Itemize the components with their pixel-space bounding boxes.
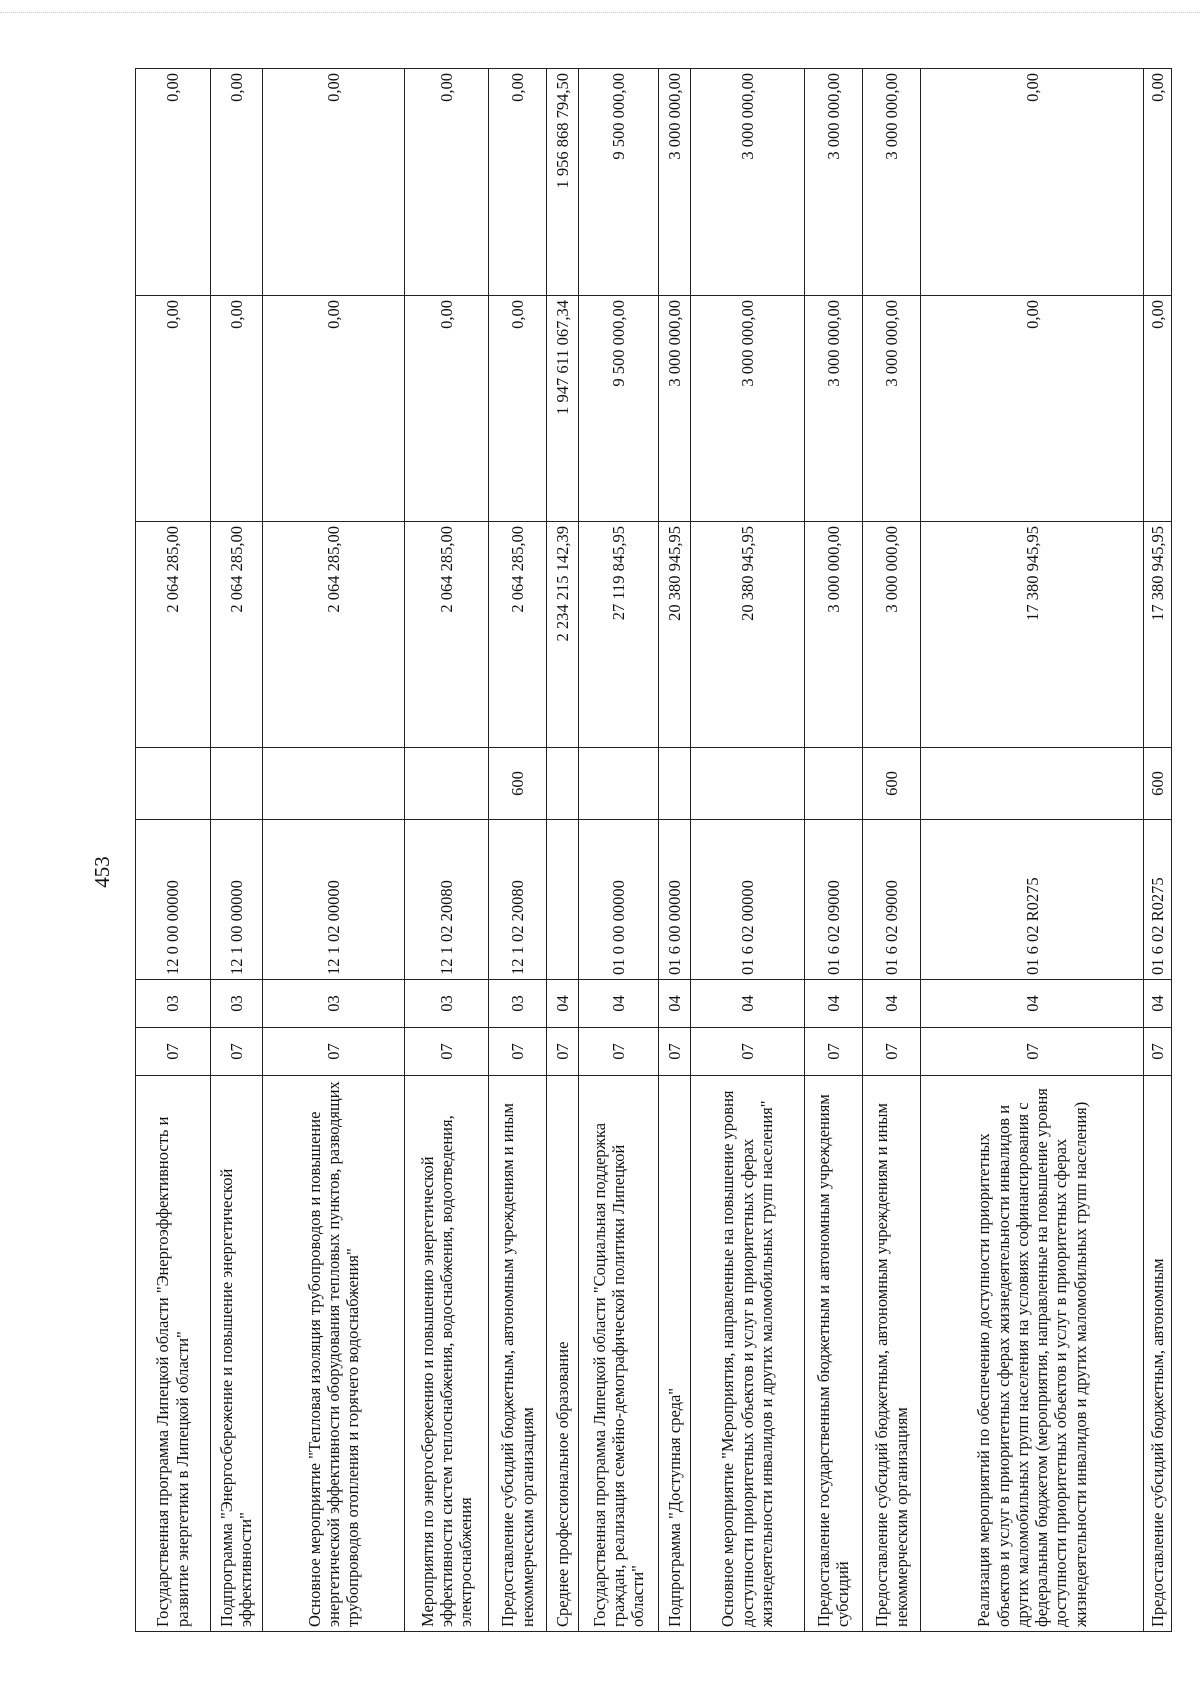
row-amount-1: 2 064 285,00 xyxy=(210,522,262,748)
row-target-article: 01 6 02 00000 xyxy=(690,820,804,980)
row-expense-type xyxy=(659,748,690,820)
table-row xyxy=(578,69,658,1632)
row-section-code: 07 xyxy=(690,1028,804,1076)
row-section-code: 07 xyxy=(578,1028,658,1076)
row-section-code: 07 xyxy=(263,1028,405,1076)
table-row xyxy=(1143,69,1171,1632)
row-name: Основное мероприятие "Мероприятия, направленные на повышение уровня доступности приоритетных объектов и услуг в приоритетных сферах жизнедеятельности инвалидов и других маломобильных групп населения" xyxy=(690,1076,804,1632)
row-amount-2: 0,00 xyxy=(405,296,489,522)
table-row xyxy=(263,69,405,1632)
row-name: Подпрограмма "Доступная среда" xyxy=(659,1076,690,1632)
row-section-code: 07 xyxy=(210,1028,262,1076)
row-name: Государственная программа Липецкой области "Социальная поддержка граждан, реализация семейно-демографической политики Липецкой области" xyxy=(578,1076,658,1632)
row-amount-3: 0,00 xyxy=(210,69,262,296)
row-name: Подпрограмма "Энергосбережение и повышение энергетической эффективности" xyxy=(210,1076,262,1632)
row-target-article: 12 1 02 00000 xyxy=(263,820,405,980)
row-amount-1: 20 380 945,95 xyxy=(690,522,804,748)
row-target-article: 01 6 02 09000 xyxy=(863,820,921,980)
row-amount-3: 1 956 868 794,50 xyxy=(547,69,578,296)
row-amount-1: 2 064 285,00 xyxy=(263,522,405,748)
row-expense-type: 600 xyxy=(863,748,921,820)
row-section-code: 07 xyxy=(547,1028,578,1076)
row-section-code: 07 xyxy=(136,1028,211,1076)
row-subsection-code: 03 xyxy=(489,980,547,1028)
row-amount-1: 2 064 285,00 xyxy=(136,522,211,748)
row-target-article: 01 6 02 R0275 xyxy=(921,820,1144,980)
row-amount-2: 0,00 xyxy=(263,296,405,522)
row-amount-2: 0,00 xyxy=(489,296,547,522)
row-target-article: 12 1 02 20080 xyxy=(489,820,547,980)
table-row xyxy=(804,69,862,1632)
row-amount-3: 3 000 000,00 xyxy=(659,69,690,296)
row-amount-2: 0,00 xyxy=(1143,296,1171,522)
row-expense-type xyxy=(804,748,862,820)
row-subsection-code: 04 xyxy=(1143,980,1171,1028)
row-amount-1: 17 380 945,95 xyxy=(1143,522,1171,748)
row-name: Основное мероприятие "Тепловая изоляция трубопроводов и повышение энергетической эффективности оборудования тепловых пунктов, разводящих трубопроводов отопления и горячего водоснабжения" xyxy=(263,1076,405,1632)
row-target-article: 01 0 00 00000 xyxy=(578,820,658,980)
row-amount-3: 3 000 000,00 xyxy=(804,69,862,296)
row-amount-3: 0,00 xyxy=(263,69,405,296)
row-subsection-code: 03 xyxy=(136,980,211,1028)
row-expense-type xyxy=(921,748,1144,820)
rotated-table-content xyxy=(135,69,1172,1632)
page-number: 453 xyxy=(90,856,114,888)
row-target-article: 01 6 00 00000 xyxy=(659,820,690,980)
row-amount-2: 3 000 000,00 xyxy=(659,296,690,522)
row-amount-3: 9 500 000,00 xyxy=(578,69,658,296)
row-amount-3: 0,00 xyxy=(136,69,211,296)
row-amount-2: 0,00 xyxy=(210,296,262,522)
row-subsection-code: 03 xyxy=(263,980,405,1028)
row-amount-1: 3 000 000,00 xyxy=(863,522,921,748)
row-subsection-code: 03 xyxy=(405,980,489,1028)
row-amount-2: 0,00 xyxy=(136,296,211,522)
table-row xyxy=(690,69,804,1632)
rotated-table-frame xyxy=(135,69,1172,1632)
row-amount-3: 0,00 xyxy=(921,69,1144,296)
row-section-code: 07 xyxy=(863,1028,921,1076)
row-section-code: 07 xyxy=(804,1028,862,1076)
row-target-article: 12 1 02 20080 xyxy=(405,820,489,980)
row-amount-1: 27 119 845,95 xyxy=(578,522,658,748)
row-amount-3: 0,00 xyxy=(489,69,547,296)
row-amount-1: 3 000 000,00 xyxy=(804,522,862,748)
row-section-code: 07 xyxy=(1143,1028,1171,1076)
row-subsection-code: 04 xyxy=(921,980,1144,1028)
row-name: Среднее профессиональное образование xyxy=(547,1076,578,1632)
row-amount-1: 2 064 285,00 xyxy=(489,522,547,748)
table-row xyxy=(210,69,262,1632)
row-amount-2: 9 500 000,00 xyxy=(578,296,658,522)
row-amount-1: 17 380 945,95 xyxy=(921,522,1144,748)
row-subsection-code: 04 xyxy=(547,980,578,1028)
row-name: Государственная программа Липецкой области "Энергоэффективность и развитие энергетики в Липецкой области" xyxy=(136,1076,211,1632)
row-expense-type xyxy=(210,748,262,820)
row-target-article: 12 0 00 00000 xyxy=(136,820,211,980)
row-amount-1: 2 234 215 142,39 xyxy=(547,522,578,748)
row-section-code: 07 xyxy=(405,1028,489,1076)
row-subsection-code: 04 xyxy=(804,980,862,1028)
table-row xyxy=(489,69,547,1632)
row-amount-3: 0,00 xyxy=(1143,69,1171,296)
row-amount-3: 0,00 xyxy=(405,69,489,296)
row-expense-type: 600 xyxy=(1143,748,1171,820)
row-amount-1: 20 380 945,95 xyxy=(659,522,690,748)
row-section-code: 07 xyxy=(659,1028,690,1076)
row-expense-type xyxy=(263,748,405,820)
row-target-article: 01 6 02 R0275 xyxy=(1143,820,1171,980)
row-target-article: 12 1 00 00000 xyxy=(210,820,262,980)
row-amount-3: 3 000 000,00 xyxy=(690,69,804,296)
row-amount-2: 0,00 xyxy=(921,296,1144,522)
row-name: Предоставление государственным бюджетным и автономным учреждениям субсидий xyxy=(804,1076,862,1632)
table-row xyxy=(547,69,578,1632)
scan-edge-line xyxy=(0,12,1200,13)
row-name: Мероприятия по энергосбережению и повышению энергетической эффективности систем теплоснабжения, водоснабжения, водоотведения, электроснабжения xyxy=(405,1076,489,1632)
row-amount-1: 2 064 285,00 xyxy=(405,522,489,748)
row-section-code: 07 xyxy=(921,1028,1144,1076)
row-expense-type xyxy=(547,748,578,820)
row-expense-type xyxy=(578,748,658,820)
row-amount-3: 3 000 000,00 xyxy=(863,69,921,296)
row-expense-type: 600 xyxy=(489,748,547,820)
row-section-code: 07 xyxy=(489,1028,547,1076)
table-row xyxy=(136,69,211,1632)
row-subsection-code: 04 xyxy=(659,980,690,1028)
row-amount-2: 3 000 000,00 xyxy=(804,296,862,522)
row-name: Реализация мероприятий по обеспечению доступности приоритетных объектов и услуг в приоритетных сферах жизнедеятельности инвалидов и других маломобильных групп населения на условиях софинансирования с федеральным бюджетом (мероприятия, направленные на повышение уровня доступности приоритетных объектов и услуг в приоритетных сферах жизнедеятельности инвалидов и других маломобильных групп населения) xyxy=(921,1076,1144,1632)
row-amount-2: 3 000 000,00 xyxy=(863,296,921,522)
table-row xyxy=(405,69,489,1632)
row-amount-2: 3 000 000,00 xyxy=(690,296,804,522)
table-row xyxy=(863,69,921,1632)
row-target-article xyxy=(547,820,578,980)
budget-table xyxy=(135,68,1172,1632)
row-name: Предоставление субсидий бюджетным, автономным учреждениям и иным некоммерческим организациям xyxy=(489,1076,547,1632)
row-subsection-code: 04 xyxy=(578,980,658,1028)
row-subsection-code: 04 xyxy=(690,980,804,1028)
row-target-article: 01 6 02 09000 xyxy=(804,820,862,980)
row-expense-type xyxy=(405,748,489,820)
row-subsection-code: 04 xyxy=(863,980,921,1028)
row-name: Предоставление субсидий бюджетным, автономным учреждениям и иным некоммерческим организациям xyxy=(863,1076,921,1632)
row-name: Предоставление субсидий бюджетным, автономным xyxy=(1143,1076,1171,1632)
table-row xyxy=(921,69,1144,1632)
table-row xyxy=(659,69,690,1632)
row-expense-type xyxy=(136,748,211,820)
row-amount-2: 1 947 611 067,34 xyxy=(547,296,578,522)
row-subsection-code: 03 xyxy=(210,980,262,1028)
row-expense-type xyxy=(690,748,804,820)
